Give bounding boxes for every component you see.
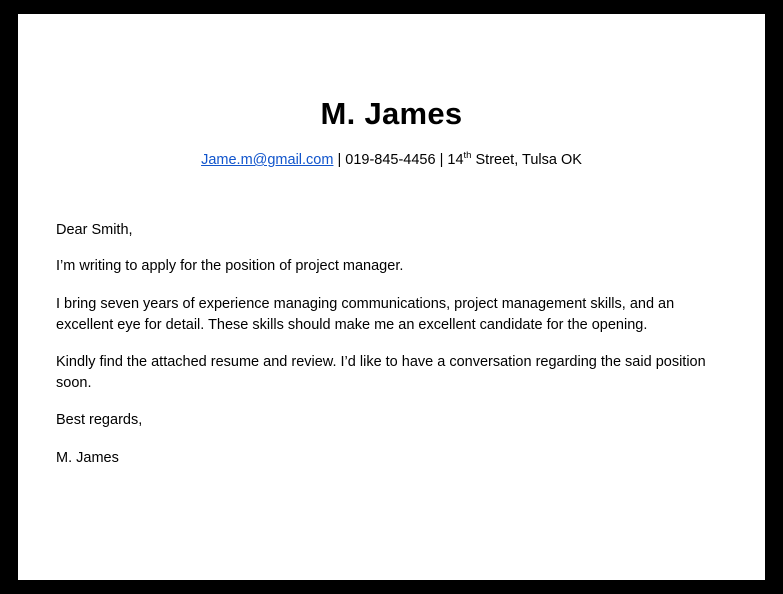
address-rest: Street, Tulsa OK <box>471 151 582 168</box>
email-link[interactable]: Jame.m@gmail.com <box>201 151 334 168</box>
address-number: 14 <box>447 151 464 168</box>
document-body <box>18 14 765 485</box>
phone-number: 019-845-4456 <box>345 151 436 168</box>
contact-line <box>18 132 765 168</box>
letter-closing: Best regards, <box>56 412 143 429</box>
letter-paragraph-2: I bring seven years of experience managing communications, project management skills, and an excellent eye for detail. These skills should make me an excellent candidate for the opening. <box>56 295 675 333</box>
salutation: Dear Smith, <box>56 221 133 238</box>
letter-paragraph-3: Kindly find the attached resume and review. I’d like to have a conversation regarding the said position soon. <box>56 354 706 391</box>
contact-separator-1: | <box>333 151 346 168</box>
letter-content <box>18 220 765 469</box>
address-ordinal-suffix: th <box>463 150 472 161</box>
page-title: M. James <box>320 96 463 131</box>
letter-signature: M. James <box>56 449 119 466</box>
letter-paragraph-1: I’m writing to apply for the position of project manager. <box>56 258 404 275</box>
contact-separator-2: | <box>435 151 448 168</box>
document-page <box>18 14 765 580</box>
